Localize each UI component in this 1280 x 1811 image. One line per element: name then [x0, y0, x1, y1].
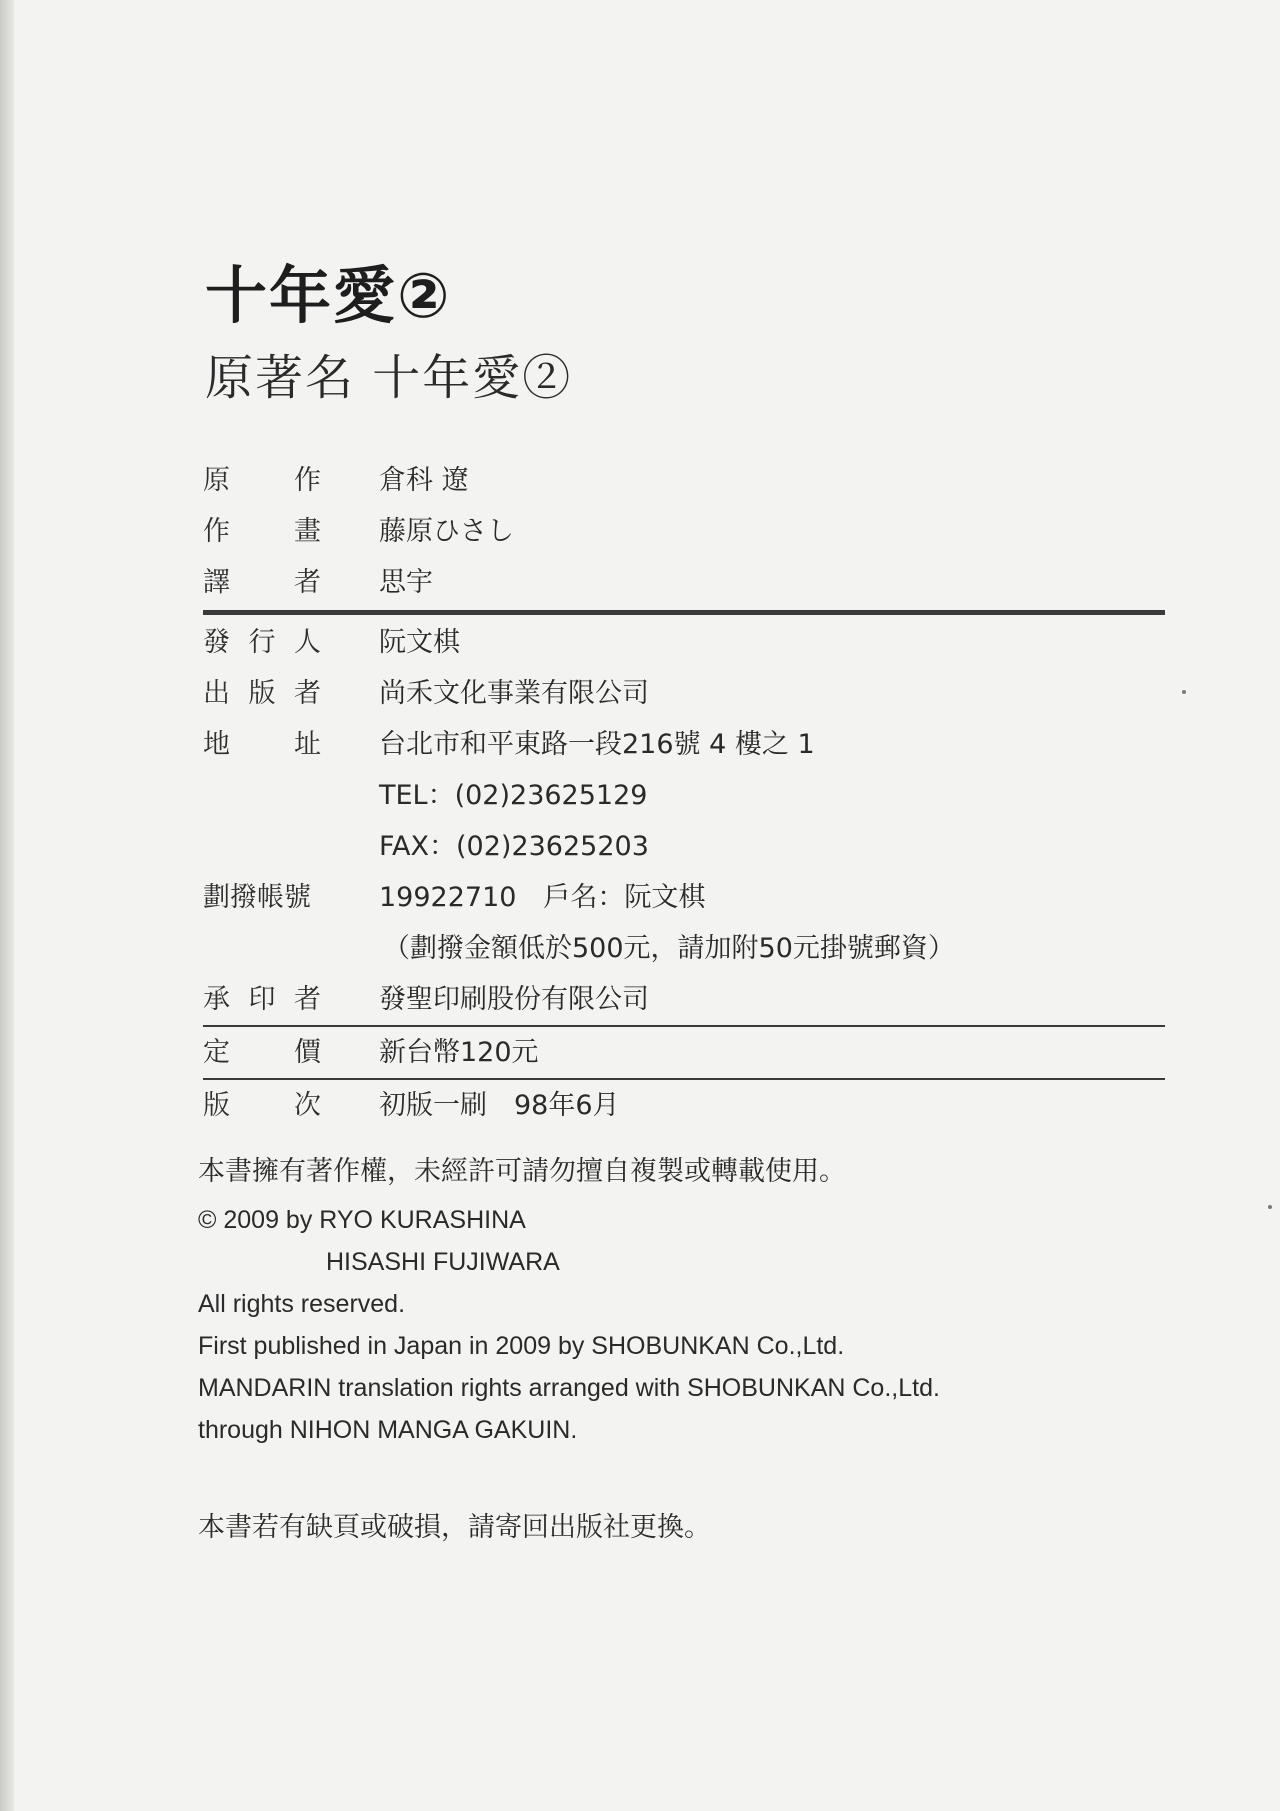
address-value: 台北市和平東路一段216號 4 樓之 1 [379, 729, 815, 760]
paper-speck [1268, 1205, 1272, 1209]
credit-value: 尚禾文化事業有限公司 [379, 678, 649, 709]
credit-label: 出 版 者 [203, 678, 321, 709]
copyright-notice: 本書擁有著作權，未經許可請勿擅自複製或轉載使用。 [198, 1156, 846, 1187]
credit-label: 發 行 人 [203, 627, 321, 658]
credit-value: 阮文棋 [379, 627, 460, 658]
credit-row-fax [203, 821, 1165, 872]
copyright-line-cont: HISASHI FUJIWARA [326, 1248, 560, 1276]
credit-label: 地 址 [203, 729, 321, 760]
fax-value: FAX：(02)23625203 [379, 831, 649, 862]
credit-row-original-work [203, 455, 1165, 506]
credit-label: 譯 者 [203, 567, 321, 598]
credit-row-price [203, 1027, 1165, 1078]
copyright-line: © 2009 by RYO KURASHINA [198, 1206, 526, 1234]
credit-row-address [203, 719, 1165, 770]
credit-row-account [203, 872, 1165, 923]
edition-value: 初版一刷 98年6月 [379, 1090, 620, 1121]
credit-label: 承 印 者 [203, 984, 321, 1015]
account-note: （劃撥金額低於500元，請加附50元掛號郵資） [383, 933, 955, 964]
credit-value: 思宇 [379, 567, 433, 598]
credit-row-tel [203, 770, 1165, 821]
credit-row-printer [203, 974, 1165, 1025]
credits-table [203, 455, 1165, 1131]
rights-reserved-line: All rights reserved. [198, 1290, 406, 1318]
credit-label: 版 次 [203, 1090, 321, 1121]
original-title: 原著名 十年愛② [205, 350, 573, 406]
translation-rights-line: MANDARIN translation rights arranged with SHOBUNKAN Co.,Ltd. [198, 1374, 940, 1402]
paper-speck [1182, 690, 1186, 694]
damage-notice: 本書若有缺頁或破損，請寄回出版社更換。 [198, 1512, 711, 1543]
credit-row-account-note [203, 923, 1165, 974]
credit-value: 藤原ひさし [379, 516, 514, 547]
credit-value: 倉科 遼 [379, 465, 469, 496]
credit-row-issuer [203, 617, 1165, 668]
credit-row-edition [203, 1080, 1165, 1131]
credit-row-translator [203, 557, 1165, 608]
english-rights-block [198, 1199, 1198, 1451]
credit-value: 發聖印刷股份有限公司 [379, 984, 649, 1015]
book-title: 十年愛② [205, 259, 452, 332]
tel-value: TEL：(02)23625129 [379, 780, 648, 811]
credit-row-publisher [203, 668, 1165, 719]
account-value: 19922710 戶名：阮文棋 [379, 882, 706, 913]
page-spine-edge [0, 0, 14, 1811]
credit-label: 原 作 [203, 465, 321, 496]
price-value: 新台幣120元 [379, 1037, 539, 1068]
credit-row-artist [203, 506, 1165, 557]
credit-label: 作 畫 [203, 516, 321, 547]
credit-label: 定 價 [203, 1037, 321, 1068]
first-published-line: First published in Japan in 2009 by SHOBUNKAN Co.,Ltd. [198, 1332, 845, 1360]
credit-label: 劃撥帳號 [203, 882, 311, 913]
section-divider-thick [203, 610, 1165, 615]
agency-line: through NIHON MANGA GAKUIN. [198, 1416, 578, 1444]
